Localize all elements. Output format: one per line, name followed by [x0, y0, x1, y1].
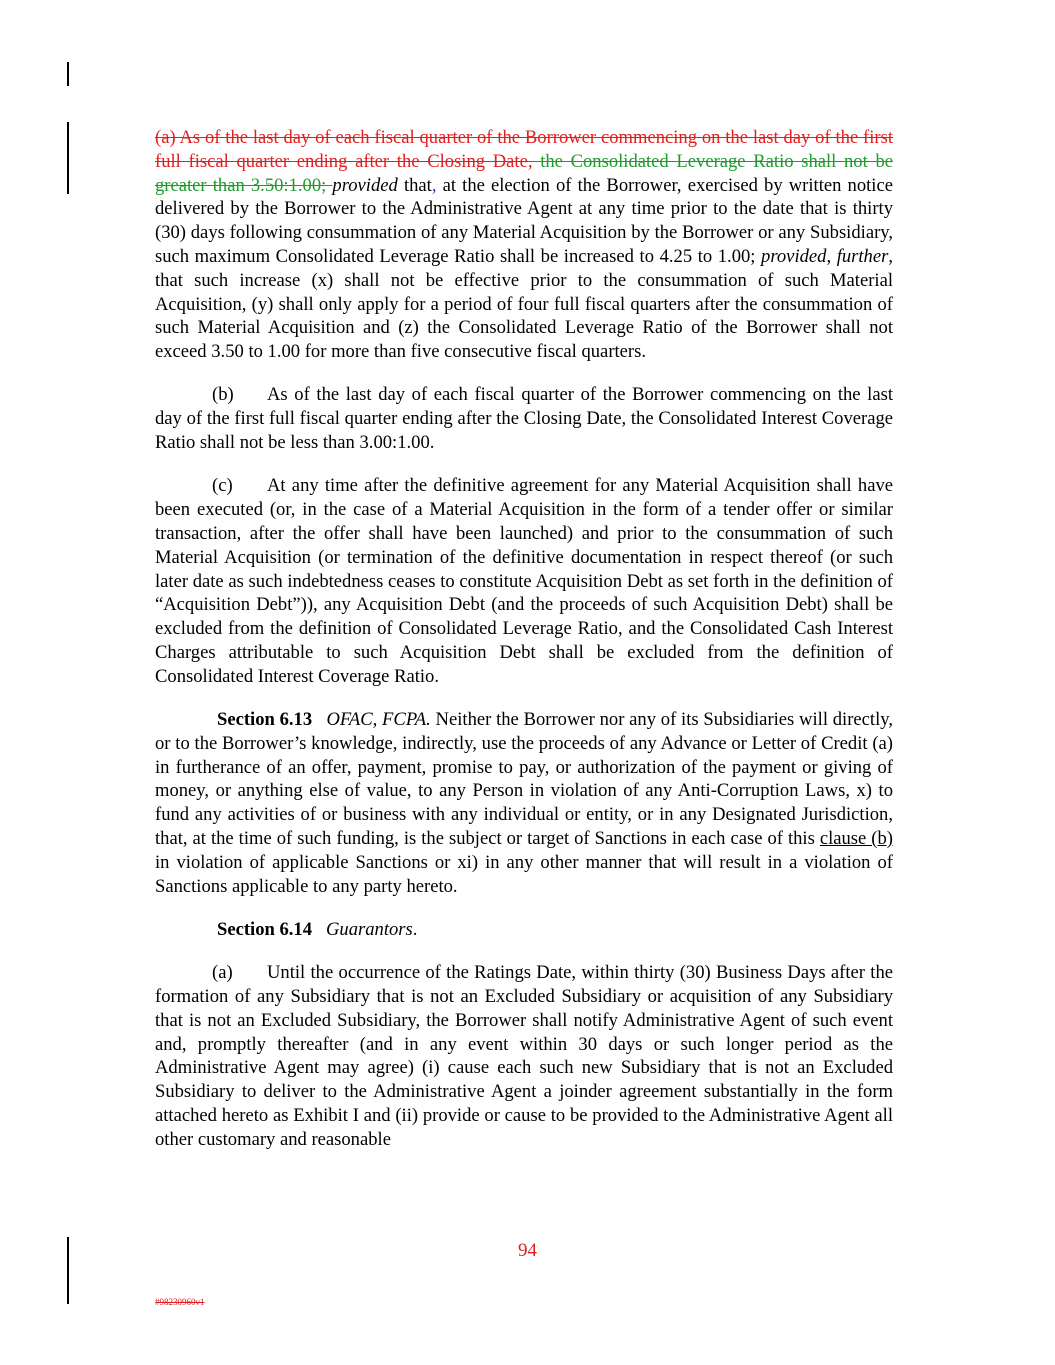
- paragraph-a: (a) As of the last day of each fiscal quarter of the Borrower commencing on the last day of the first full fiscal quarter ending after the Closing Date, the Consolidated Leverage Ratio shall not be greater than 3.50:1.00; provided that, at the election of the Borrower, exercised by written notice delivered by the Borrower to the Administrative Agent at any time prior to the date that is thirty (30) days following consummation of any Material Acquisition by the Borrower or any Subsidiary, such maximum Consolidated Leverage Ratio shall be increased to 4.25 to 1.00; provided, further, that such increase (x) shall not be effective prior to the consummation of such Material Acquisition, (y) shall only apply for a period of four full fiscal quarters after the consummation of such Material Acquisition and (z) the Consolidated Leverage Ratio of the Borrower shall not exceed 3.50 to 1.00 for more than five consecutive fiscal quarters.: [155, 127, 894, 363]
- page-number: 94: [518, 1240, 537, 1261]
- deleted-text: (a) As of the last day of each fiscal quarter of the Borrower: [155, 127, 597, 148]
- change-bar-top: [67, 62, 69, 86]
- section-title: OFAC, FCPA.: [326, 709, 431, 731]
- section-6-13: Section 6.13 OFAC, FCPA. Neither the Borrower nor any of its Subsidiaries will directly, or to the Borrower’s knowledge, indirectly, use the proceeds of any Advance or Letter of Credit (a) in furtherance of an offer, payment, promise to pay, or authorization of the payment or giving of money, or anything else of value, to any Person in violation of any Anti-Corruption Laws, x) to fund any activities of or business with any individual or entity, or in any Designated Jurisdiction, that, at the time of such funding, is the subject or target of Sanctions in each case of this clause (b) in violation of applicable Sanctions or xi) in any other manner that will result in a violation of Sanctions applicable to any party hereto.: [155, 709, 893, 897]
- deleted-text-moved: the Consolidated Leverage Ratio shall not be greater than 3.50:1.00;: [155, 150, 894, 196]
- inserted-comma: ,: [431, 174, 437, 196]
- document-page: [155, 126, 893, 1171]
- paragraph-b: (b) As of the last day of each fiscal quarter of the Borrower commencing on the last day of the first full fiscal quarter ending after the Closing Date, the Consolidated Interest Coverage Ratio shall not be less than 3.00:1.00.: [155, 384, 893, 454]
- document-id: #98230960v1: [155, 1297, 205, 1307]
- paragraph-label: (a): [212, 962, 233, 984]
- paragraph-c: (c) At any time after the definitive agreement for any Material Acquisition shall have been executed (or, in the case of a Material Acquisition in the form of a tender offer or similar transaction, after the offer shall have been launched) and prior to the consummation of such Material Acquisition (or termination of the definitive documentation in respect thereof (or such later date as such indebtedness ceases to constitute Acquisition Debt as set forth in the definition of “Acquisition Debt”)), any Acquisition Debt (and the proceeds of such Acquisition Debt) shall be excluded from the definition of Consolidated Leverage Ratio, and the Consolidated Cash Interest Charges attributable to such Acquisition Debt shall be excluded from the definition of Consolidated Interest Coverage Ratio.: [155, 475, 893, 687]
- paragraph-label: (c): [212, 475, 233, 497]
- section-title: Guarantors: [325, 918, 413, 940]
- provided-italic: provided: [761, 245, 827, 267]
- section-6-14-heading: Section 6.14 Guarantors.: [217, 918, 418, 940]
- deleted-text: commencing on the last day of the first full fiscal quarter ending after the Closing Date,: [155, 127, 894, 172]
- provided-italic: provided: [332, 174, 398, 196]
- paragraph-label: (b): [212, 384, 234, 406]
- paragraph-6-14-a: (a) Until the occurrence of the Ratings Date, within thirty (30) Business Days after the formation of any Subsidiary that is not an Excluded Subsidiary or acquisition of any Subsidiary that is not an Excluded Subsidiary, the Borrower shall notify Administrative Agent of such event and, promptly thereafter (and in any event within 30 days or such longer period as the Administrative Agent may agree) (i) cause each such new Subsidiary that is not an Excluded Subsidiary to deliver to the Administrative Agent a joinder agreement substantially in the form attached hereto as Exhibit I and (ii) provide or cause to be provided to the Administrative Agent all other customary and reasonable: [155, 962, 893, 1150]
- clause-reference: clause (b): [819, 828, 893, 850]
- change-bar-para-a: [67, 122, 69, 194]
- section-number: Section 6.14: [217, 918, 313, 940]
- section-number: Section 6.13: [217, 709, 313, 731]
- further-italic: further: [836, 245, 889, 267]
